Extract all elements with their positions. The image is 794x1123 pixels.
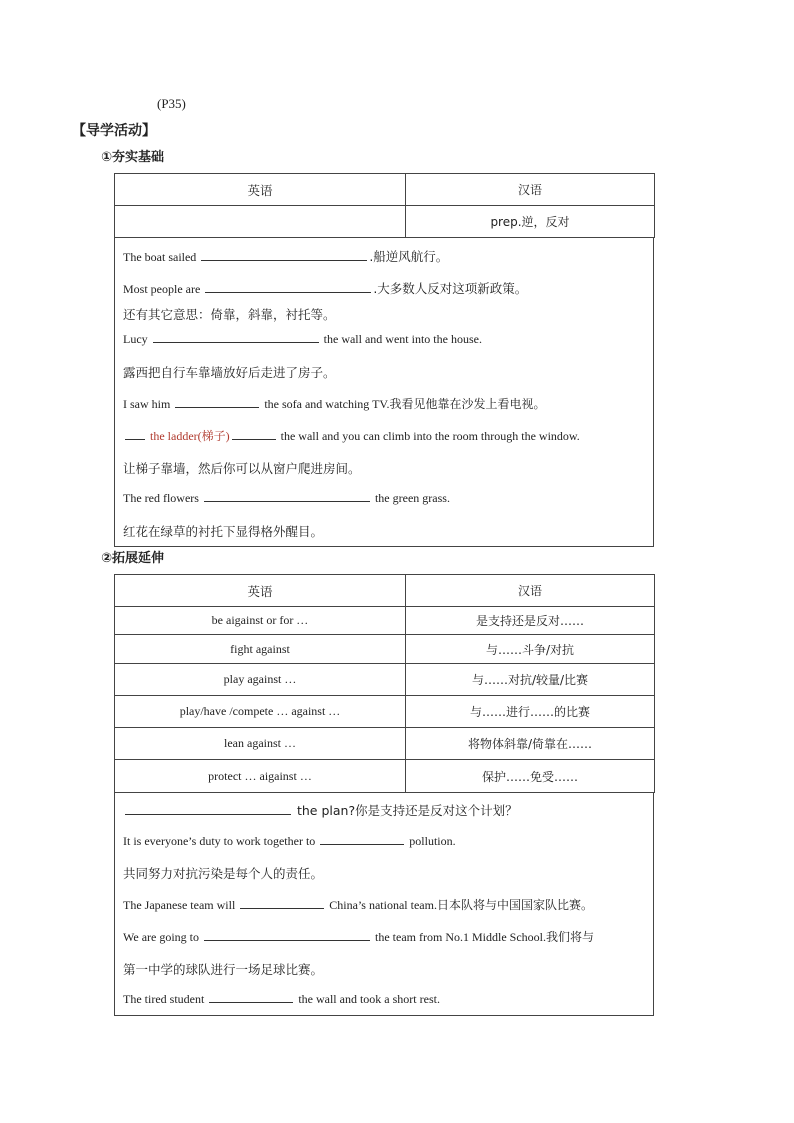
example-line: The boat sailed .船逆风航行。 [123,249,449,264]
phrase-cell: protect … aigainst … [115,760,406,793]
part2-title: ②拓展延伸 [101,551,165,566]
part2-examples-box [114,792,654,1016]
answer-blank[interactable] [320,833,404,845]
phrase-meaning-cell: 保护……免受…… [406,760,655,793]
col-header-english: 英语 [115,174,406,206]
answer-blank[interactable] [204,929,370,941]
page-reference: (P35) [157,96,186,111]
example-translation: 露西把自行车靠墙放好后走进了房子。 [123,365,336,380]
example-line: The red flowers the green grass. [123,491,450,505]
example-line: the plan?你是支持还是反对这个计划？ [123,801,518,819]
example-line: I saw him the sofa and watching TV.我看见他靠在沙发上看电视。 [123,397,546,411]
vocab-word-cell[interactable] [115,206,406,238]
example-line: Lucy the wall and went into the house. [123,332,482,346]
phrase-meaning-cell: 与……进行……的比赛 [406,696,655,728]
vocab-meaning-cell: prep.逆，反对 [406,206,655,238]
phrase-cell: play/have /compete … against … [115,696,406,728]
answer-blank[interactable] [153,331,319,343]
example-line: The Japanese team will China’s national team.日本队将与中国国家队比赛。 [123,898,593,912]
phrase-meaning-cell: 是支持还是反对…… [406,607,655,635]
phrase-cell: be aigainst or for … [115,607,406,635]
example-translation: 第一中学的球队进行一场足球比赛。 [123,962,324,977]
col-header-chinese: 汉语 [406,174,655,206]
answer-blank[interactable] [125,428,145,440]
col-header-chinese: 汉语 [406,575,655,607]
answer-blank[interactable] [240,897,324,909]
example-line: the ladder(梯子) the wall and you can climb into the room through the window. [123,427,580,444]
part1-vocab-table [114,173,655,238]
phrase-cell: play against … [115,664,406,696]
part1-examples-box [114,237,654,547]
answer-blank[interactable] [232,428,276,440]
example-translation: 共同努力对抗污染是每个人的责任。 [123,866,324,881]
phrase-meaning-cell: 与……斗争/对抗 [406,635,655,664]
answer-blank[interactable] [175,396,259,408]
phrase-meaning-cell: 将物体斜靠/倚靠在…… [406,728,655,760]
answer-blank[interactable] [204,490,370,502]
example-line: It is everyone’s duty to work together to pollution. [123,834,456,848]
example-line: The tired student the wall and took a short rest. [123,992,440,1006]
phrase-cell: fight against [115,635,406,664]
part1-title: ①夯实基础 [101,150,165,165]
col-header-english: 英语 [115,575,406,607]
answer-blank[interactable] [125,803,291,815]
section-title: 【导学活动】 [72,123,156,139]
example-line: Most people are .大多数人反对这项新政策。 [123,281,528,296]
example-translation: 让梯子靠墙，然后你可以从窗户爬进房间。 [123,461,361,476]
example-note: 还有其它意思：倚靠，斜靠，衬托等。 [123,307,336,322]
phrase-meaning-cell: 与……对抗/较量/比赛 [406,664,655,696]
answer-blank[interactable] [205,281,371,293]
phrase-cell: lean against … [115,728,406,760]
part2-vocab-table [114,574,655,793]
example-translation: 红花在绿草的衬托下显得格外醒目。 [123,524,324,539]
answer-blank[interactable] [209,991,293,1003]
example-line: We are going to the team from No.1 Middle School.我们将与 [123,930,594,944]
answer-blank[interactable] [201,249,367,261]
